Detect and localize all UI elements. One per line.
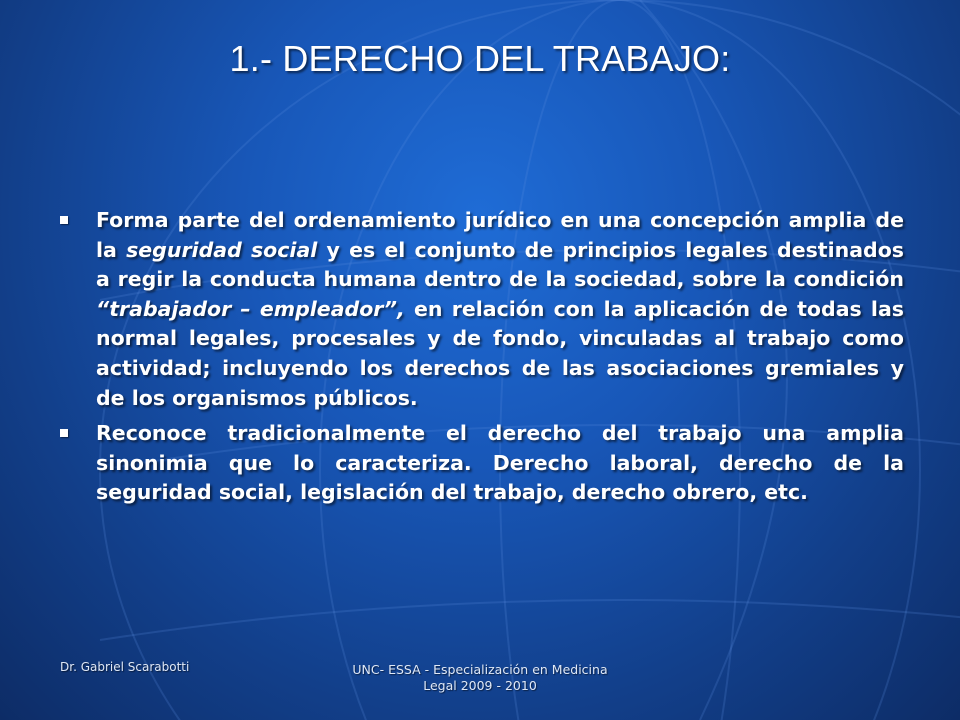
slide-body [58, 206, 904, 514]
bullet-item-2 [58, 419, 904, 508]
square-bullet-icon [60, 429, 68, 437]
bullet-2-segment-1: Reconoce tradicionalmente el derecho del trabajo una amplia sinonimia que lo caracteriza. Derecho laboral, derecho de la seguridad social, legislación del trabajo, derecho obrero, etc. [96, 421, 904, 505]
bullet-1-segment-5: en relación con la aplicación de todas las normal legales, procesales y de fondo, vinculadas al trabajo como actividad; incluyendo los derechos de las asociaciones gremiales y de los organismos públicos. [96, 296, 904, 410]
bullet-item-1 [58, 206, 904, 413]
bullet-1-segment-1: Forma parte del ordenamiento jurídico en una concepción amplia de la [96, 208, 904, 262]
footer-author: Dr. Gabriel Scarabotti [60, 660, 190, 674]
slide-title: 1.- DERECHO DEL TRABAJO: [229, 38, 731, 79]
bullet-1-segment-2: seguridad social [126, 237, 318, 262]
bullet-1-segment-3: y es el conjunto de principios legales destinados a regir la conducta humana dentro de la sociedad, sobre la condición [96, 237, 905, 292]
footer-course [300, 662, 660, 694]
footer-course-line-1: UNC- ESSA - Especialización en Medicina [352, 662, 608, 677]
square-bullet-icon [60, 216, 68, 224]
bullet-text-1 [96, 206, 904, 413]
bullet-1-segment-4: “trabajador – empleador”, [96, 296, 405, 321]
footer-course-line-2: Legal 2009 - 2010 [423, 678, 537, 693]
bullet-text-2 [96, 419, 904, 508]
